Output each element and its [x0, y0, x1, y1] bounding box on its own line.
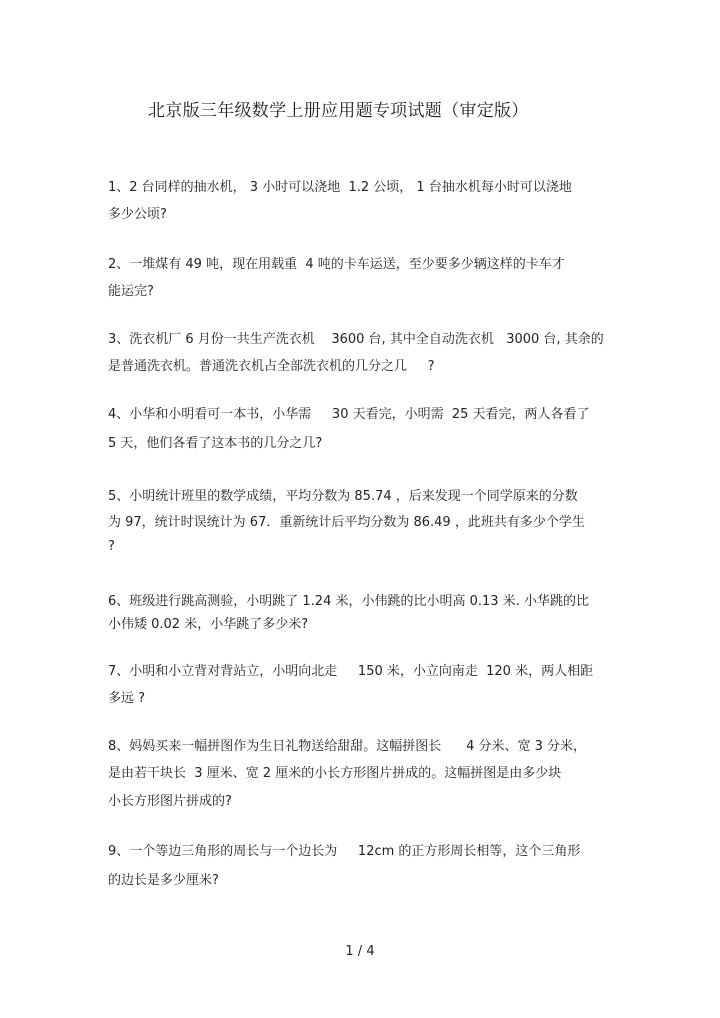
question-8-line-2: 是由若干块长 3 厘米、宽 2 厘米的小长方形图片拼成的。这幅拼图是由多少块: [108, 766, 562, 781]
question-2-line-2: 能运完?: [108, 284, 154, 299]
question-4-line-2: 5 天，他们各看了这本书的几分之几?: [108, 436, 323, 451]
question-3-line-1: 3、洗衣机厂 6 月份一共生产洗衣机 3600 台, 其中全自动洗衣机 3000 台, 其余的: [108, 332, 604, 347]
question-6-line-2: 小伟矮 0.02 米，小华跳了多少米?: [108, 617, 309, 632]
question-9-line-1: 9、一个等边三角形的周长与一个边长为 12cm 的正方形周长相等，这个三角形: [108, 844, 581, 859]
question-1-line-2: 多少公顷?: [108, 207, 167, 222]
question-6-line-1: 6、班级进行跳高测验，小明跳了 1.24 米，小伟跳的比小明高 0.13 米. 小华跳的比: [108, 594, 589, 609]
question-2-line-1: 2、一堆煤有 49 吨，现在用载重 4 吨的卡车运送，至少要多少辆这样的卡车才: [108, 257, 565, 272]
page-number: 1 / 4: [345, 944, 375, 959]
question-7-line-2: 多远 ?: [108, 691, 146, 706]
question-8-line-3: 小长方形图片拼成的?: [108, 794, 232, 809]
question-4-line-1: 4、小华和小明看可一本书，小华需 30 天看完，小明需 25 天看完，两人各看了: [108, 407, 590, 422]
question-8-line-1: 8、妈妈买来一幅拼图作为生日礼物送给甜甜。这幅拼图长 4 分米、宽 3 分米，: [108, 739, 587, 754]
document-title: 北京版三年级数学上册应用题专项试题（审定版）: [148, 101, 529, 121]
question-5-line-3: ?: [108, 539, 115, 554]
question-1-line-1: 1、2 台同样的抽水机， 3 小时可以浇地 1.2 公顷， 1 台抽水机每小时可以浇地: [108, 180, 572, 195]
question-7-line-1: 7、小明和小立背对背站立，小明向北走 150 米，小立向南走 120 米，两人相距: [108, 664, 594, 679]
question-5-line-1: 5、小明统计班里的数学成绩，平均分数为 85.74 ，后来发现一个同学原来的分数: [108, 489, 578, 504]
question-9-line-2: 的边长是多少厘米?: [108, 873, 219, 888]
question-3-line-2: 是普通洗衣机。普通洗衣机占全部洗衣机的几分之几 ?: [108, 359, 435, 374]
question-5-line-2: 为 97，统计时误统计为 67．重新统计后平均分数为 86.49 ，此班共有多少个学生: [108, 515, 585, 530]
